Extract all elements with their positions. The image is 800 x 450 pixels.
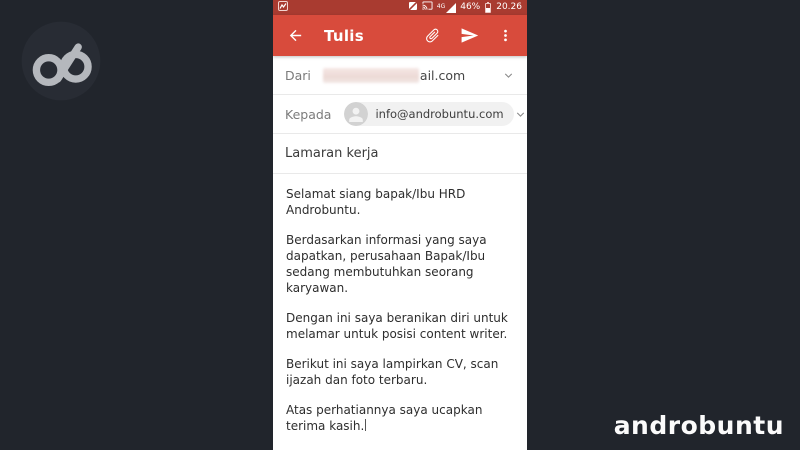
subject-field[interactable] — [273, 134, 527, 174]
cast-icon — [422, 1, 433, 14]
redacted-email-blur — [323, 68, 419, 83]
from-field[interactable] — [273, 56, 527, 95]
clock-label: 20.26 — [496, 2, 522, 12]
back-arrow-icon[interactable] — [287, 27, 304, 44]
screen-title: Tulis — [324, 26, 364, 45]
body-paragraph — [286, 356, 514, 388]
overflow-menu-icon[interactable] — [498, 27, 513, 44]
status-bar — [273, 0, 527, 15]
subject-value: Lamaran kerja — [285, 146, 379, 161]
battery-icon — [485, 3, 491, 13]
body-paragraph — [286, 232, 514, 296]
mute-icon — [408, 1, 418, 14]
body-paragraph-text: Berikut ini saya lampirkan CV, scan ijazah dan foto terbaru. — [286, 357, 499, 387]
body-paragraph-text: Berdasarkan informasi yang saya dapatkan, perusahaan Bapak/Ibu sedang membutuhkan seorang karyawan. — [286, 233, 487, 295]
body-paragraph-text: Atas perhatiannya saya ucapkan terima kasih. — [286, 403, 483, 433]
from-value: ail.com — [419, 67, 466, 83]
signal-icon — [437, 3, 456, 13]
avatar — [344, 102, 368, 126]
body-paragraph — [286, 402, 514, 434]
recipient-email: info@androbuntu.com — [375, 107, 504, 121]
text-cursor — [365, 419, 366, 431]
chevron-down-icon[interactable] — [502, 69, 515, 82]
from-label: Dari — [285, 67, 311, 83]
compose-app-bar — [273, 15, 527, 56]
attach-icon[interactable] — [424, 27, 441, 44]
network-type-label: 4G — [436, 2, 446, 10]
battery-percent-label: 46% — [460, 2, 481, 12]
email-body-field[interactable] — [273, 174, 527, 450]
body-paragraph-text: Dengan ini saya beranikan diri untuk melamar untuk posisi content writer. — [286, 311, 508, 341]
app-bar-actions — [424, 26, 513, 45]
androbuntu-logo-icon — [20, 20, 102, 102]
body-paragraph — [286, 186, 514, 218]
chevron-down-icon[interactable] — [514, 108, 527, 121]
androbuntu-wordmark: androbuntu — [613, 411, 784, 440]
body-paragraph-text: Selamat siang bapak/Ibu HRD Androbuntu. — [286, 187, 466, 217]
to-label: Kepada — [285, 106, 332, 122]
body-paragraph — [286, 310, 514, 342]
send-icon[interactable] — [460, 26, 479, 45]
to-field[interactable] — [273, 95, 527, 134]
recipient-chip[interactable] — [344, 102, 513, 126]
notification-icon — [278, 1, 288, 14]
phone-screen — [273, 0, 527, 450]
